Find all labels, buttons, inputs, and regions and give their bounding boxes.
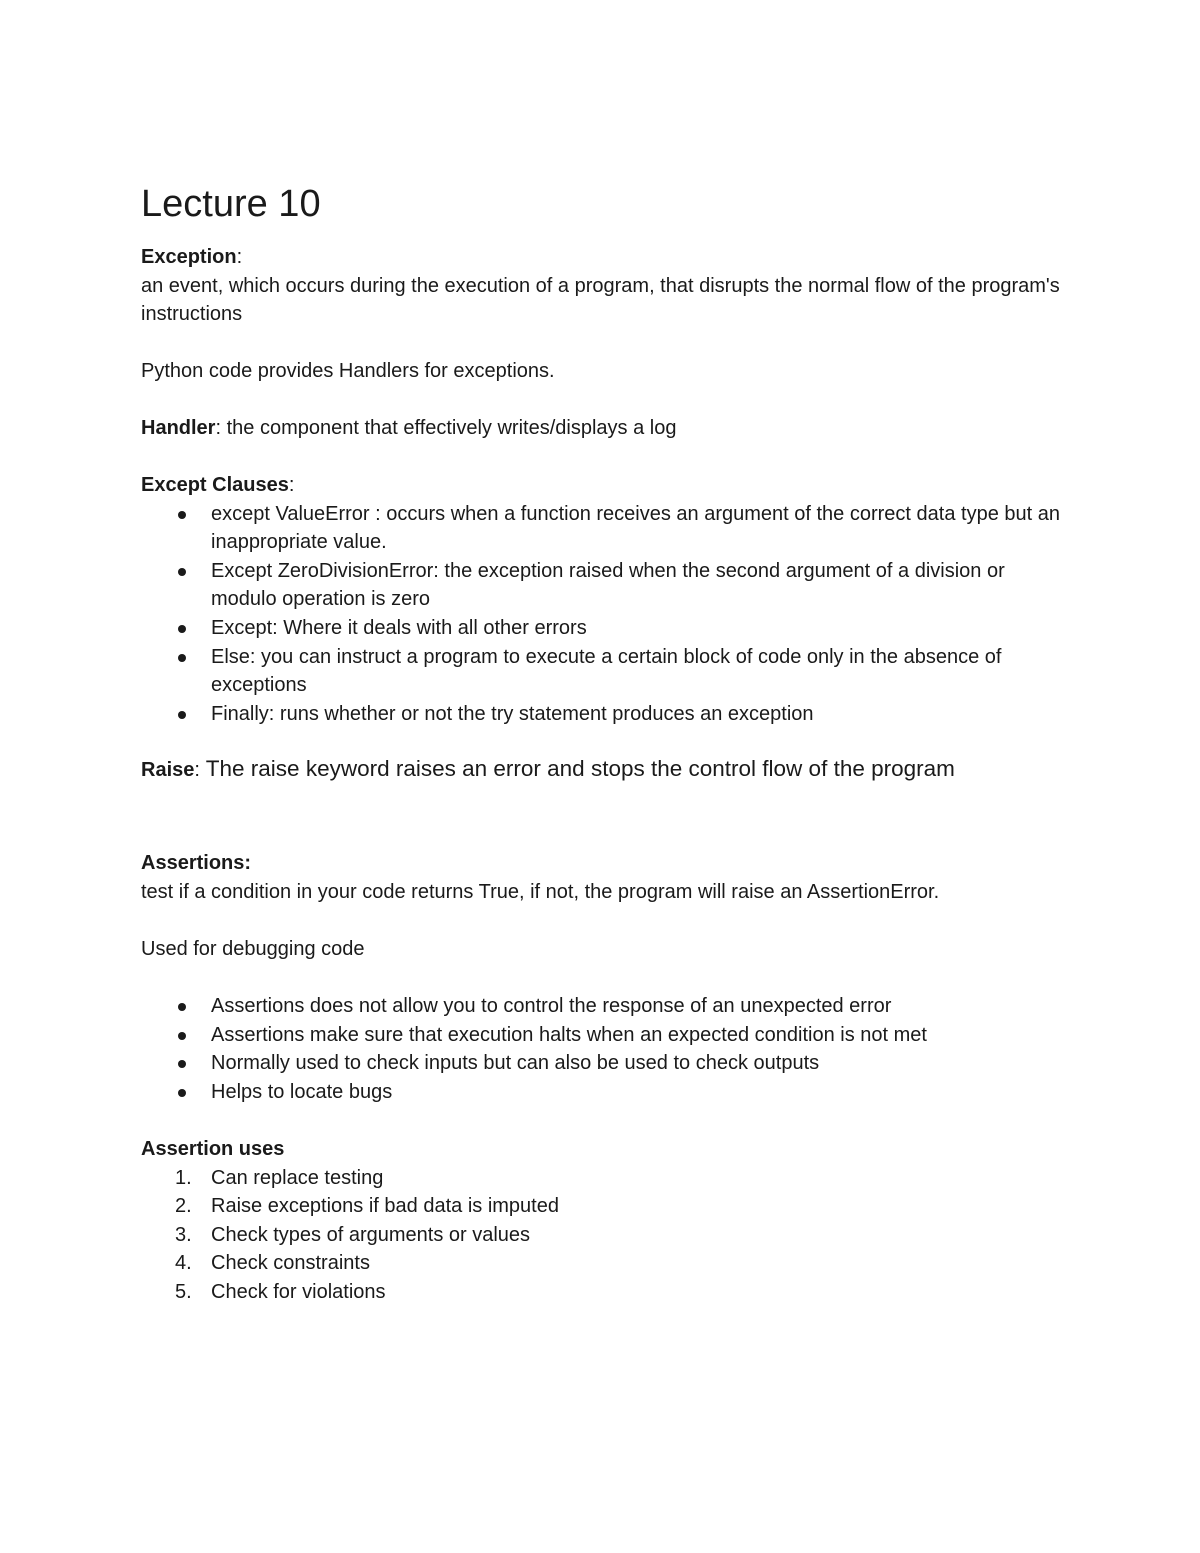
exception-heading [141,243,1061,272]
list-item-text: Check constraints [211,1252,370,1275]
exception-colon: : [236,246,243,268]
list-item: except ValueError : occurs when a function receives an argument of the correct data type but an inappropriate value. [141,500,1061,557]
assertions-definition: test if a condition in your code returns True, if not, the program will raise an AssertionError. [141,880,940,903]
list-item-number: 5. [175,1280,192,1303]
assertion-uses-section [141,1135,1061,1307]
except-clauses-colon: : [288,474,295,496]
list-item [141,1164,1061,1193]
assertions-term: Assertions: [141,852,252,874]
list-item-text: Check for violations [211,1280,386,1303]
assertion-uses-term: Assertion uses [141,1138,285,1160]
except-clauses-section [141,471,1061,728]
list-item-number: 3. [175,1223,192,1246]
list-item: Normally used to check inputs but can also be used to check outputs [141,1049,1061,1078]
raise-colon: : [194,759,200,781]
list-item [141,1249,1061,1278]
except-clauses-term: Except Clauses [141,474,289,496]
raise-section [141,755,1061,785]
document-title: Lecture 10 [141,183,321,225]
list-item-text: Raise exceptions if bad data is imputed [211,1195,559,1218]
list-item-number: 2. [175,1195,192,1218]
handler-definition: : the component that effectively writes/displays a log [215,417,677,439]
list-item: Finally: runs whether or not the try statement produces an exception [141,700,1061,729]
except-clauses-heading [141,471,1061,500]
handler-section [141,414,1061,443]
raise-term: Raise [141,759,195,781]
exception-section [141,243,1061,329]
list-item [141,1278,1061,1307]
list-item: Except ZeroDivisionError: the exception raised when the second argument of a division or modulo operation is zero [141,557,1061,614]
python-handlers-text: Python code provides Handlers for exceptions. [141,360,555,382]
list-item-number: 1. [175,1166,192,1189]
assertions-section [141,849,1061,906]
handler-term: Handler [141,417,216,439]
assertion-uses-list [141,1164,1061,1307]
assertions-list [141,992,1061,1106]
list-item: Assertions does not allow you to control the response of an unexpected error [141,992,1061,1021]
used-for-debugging-text: Used for debugging code [141,938,365,960]
exception-term: Exception [141,246,237,268]
list-item-text: Check types of arguments or values [211,1223,531,1246]
list-item [141,1221,1061,1250]
list-item: Except: Where it deals with all other errors [141,614,1061,643]
list-item: Assertions make sure that execution halts when an expected condition is not met [141,1021,1061,1050]
list-item: Else: you can instruct a program to execute a certain block of code only in the absence of exceptions [141,643,1061,700]
list-item: Helps to locate bugs [141,1078,1061,1107]
list-item-text: Can replace testing [211,1166,384,1189]
list-item [141,1192,1061,1221]
exception-definition: an event, which occurs during the execution of a program, that disrupts the normal flow of the program's instructions [141,274,1060,326]
list-item-number: 4. [175,1252,192,1275]
except-clauses-list [141,500,1061,729]
raise-definition: The raise keyword raises an error and stops the control flow of the program [199,756,955,781]
